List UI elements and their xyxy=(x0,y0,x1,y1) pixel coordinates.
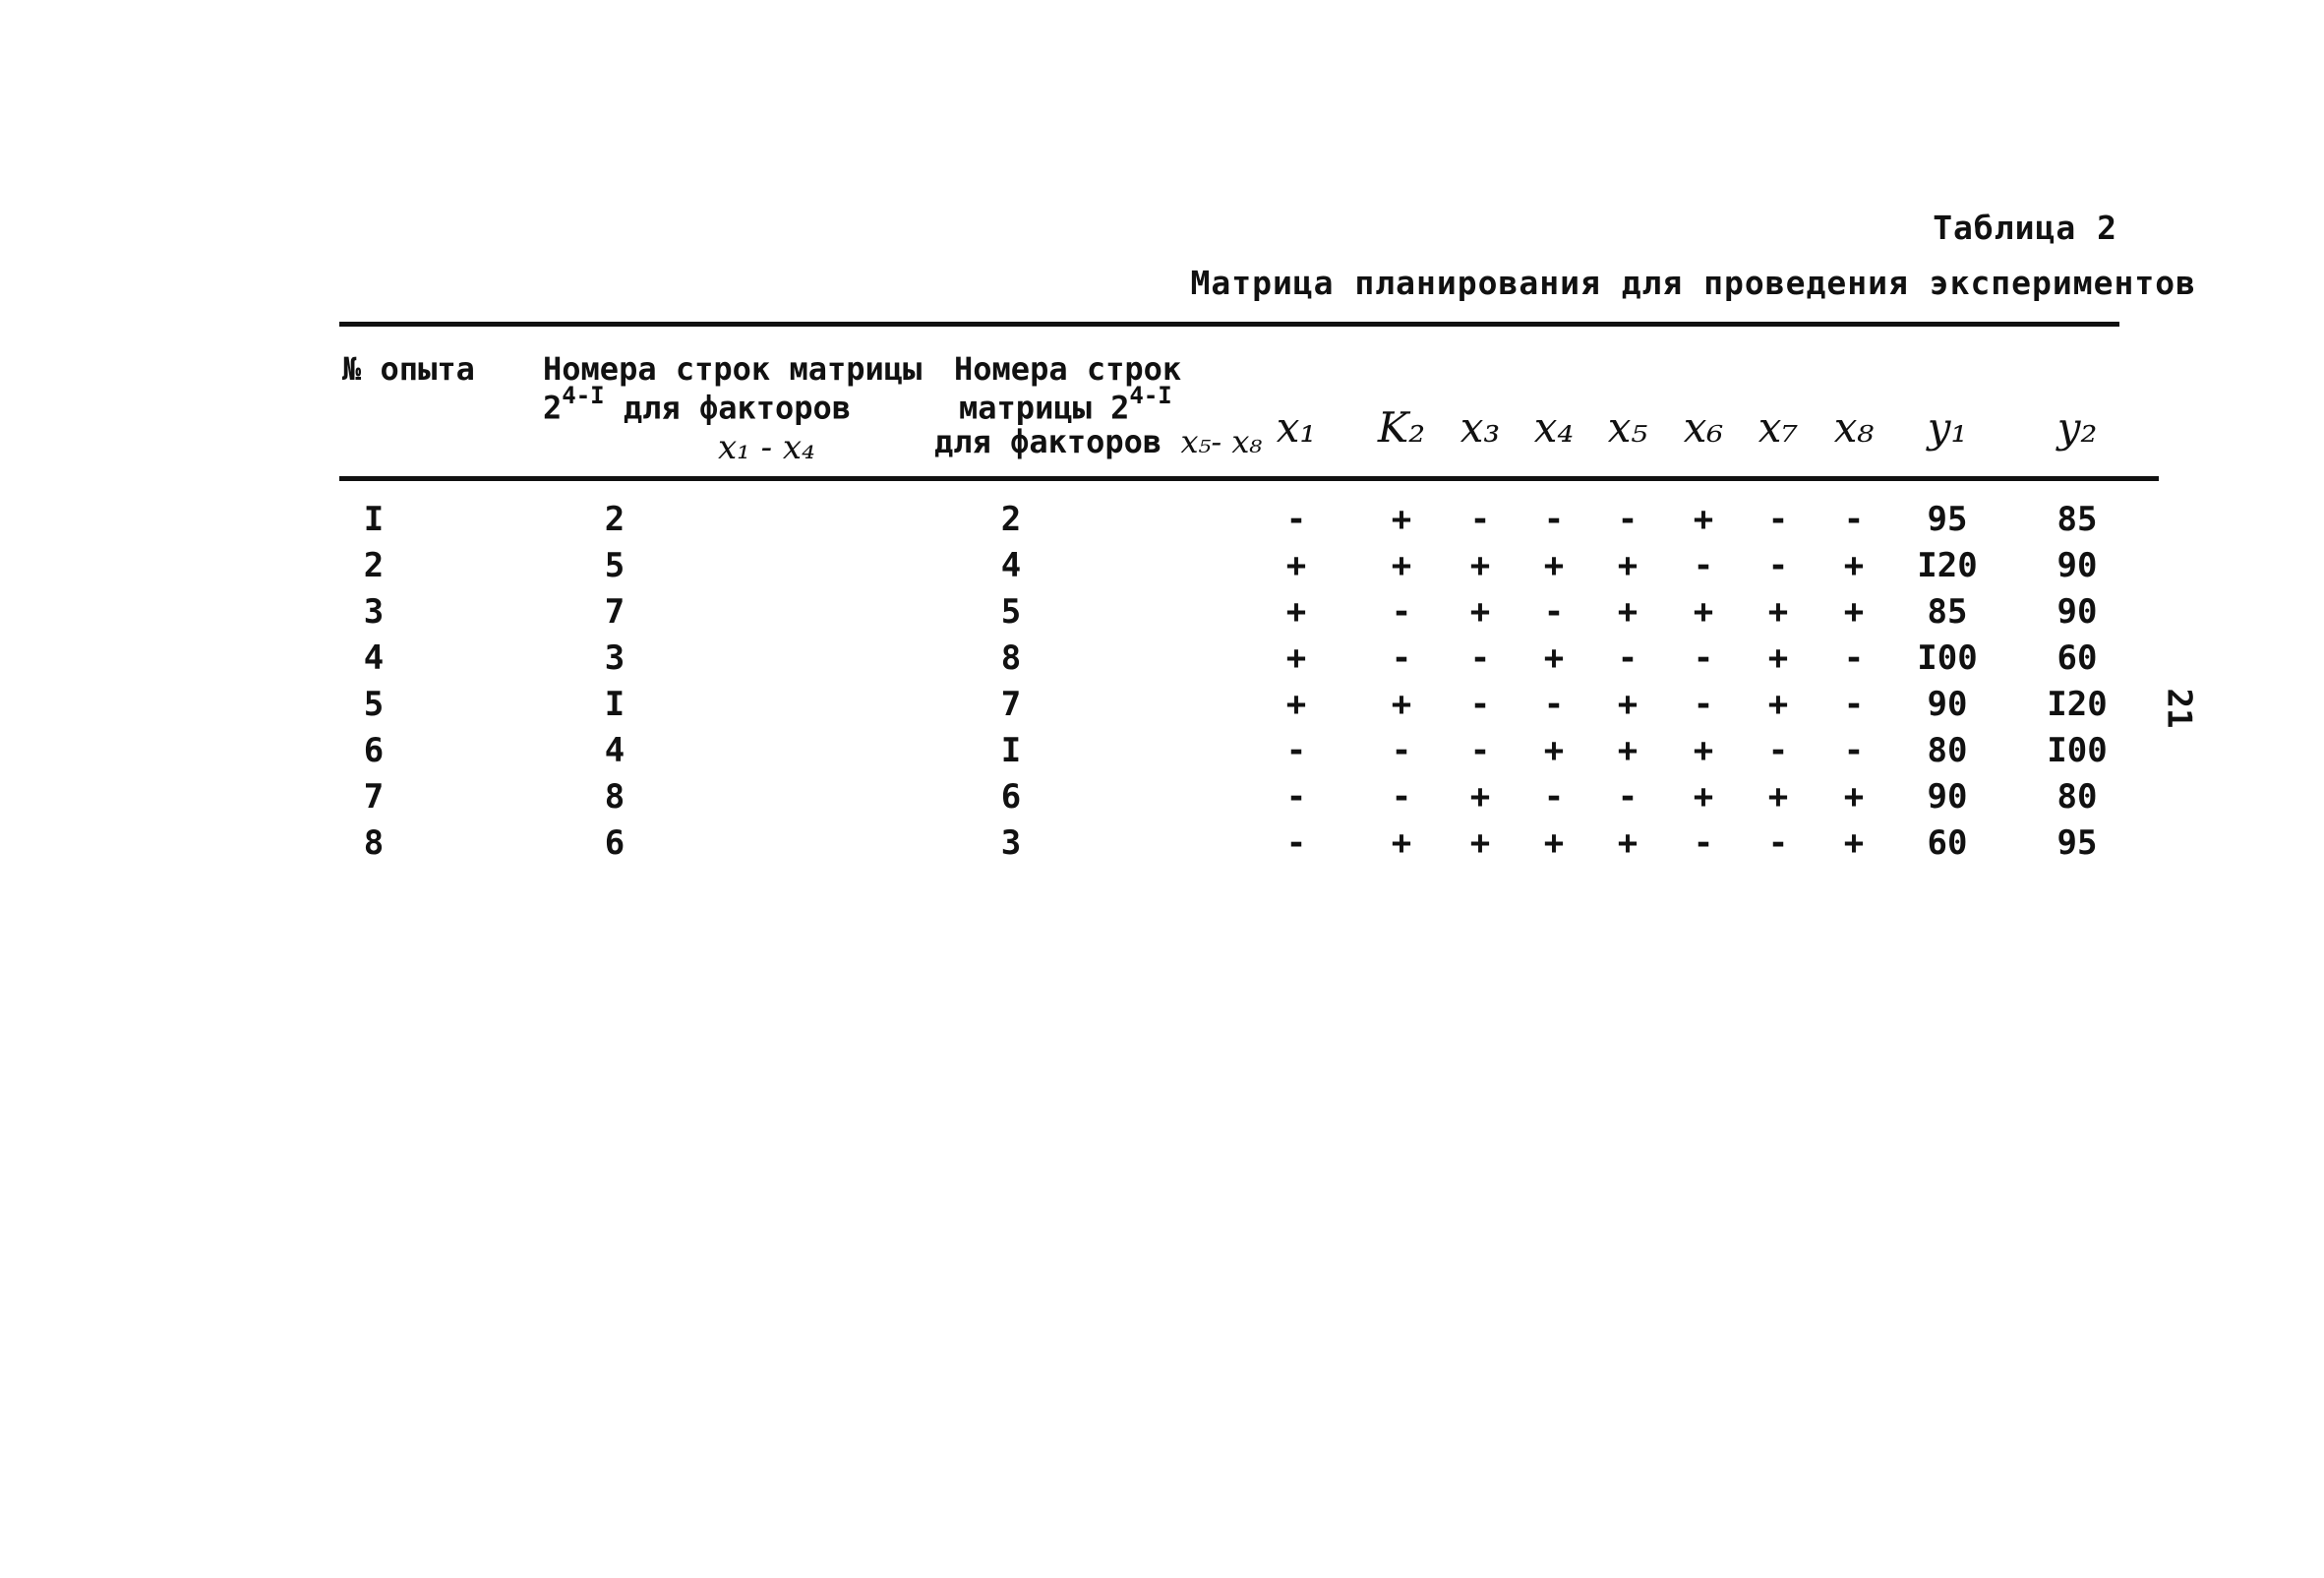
cell-sign-x7: - xyxy=(1767,731,1789,770)
table-header-rule xyxy=(339,476,2159,481)
header-rows-b-factors: x₅- x₈ xyxy=(1180,423,1263,460)
cell-y1: 85 xyxy=(1927,592,1968,632)
header-rows-b-label: для факторов xyxy=(934,423,1162,460)
cell-sign-x3: - xyxy=(1469,500,1491,539)
cell-y2: 90 xyxy=(2056,592,2098,632)
cell-sign-x3: - xyxy=(1469,685,1491,724)
cell-y1: 80 xyxy=(1927,731,1968,770)
cell-rows-a: 2 xyxy=(604,500,626,539)
cell-experiment-number: I xyxy=(363,500,385,539)
header-factor-7: x₇ xyxy=(1758,403,1799,452)
cell-sign-x5: + xyxy=(1617,685,1639,724)
header-factor-3: x₃ xyxy=(1460,403,1501,452)
cell-rows-a: 7 xyxy=(604,592,626,632)
cell-y2: I00 xyxy=(2047,731,2108,770)
cell-y2: 85 xyxy=(2056,500,2098,539)
header-rows-a-base: 2 xyxy=(543,389,563,427)
cell-rows-b: 5 xyxy=(1000,592,1022,632)
cell-sign-x5: + xyxy=(1617,546,1639,585)
cell-sign-x4: - xyxy=(1543,592,1565,632)
cell-rows-b: 4 xyxy=(1000,546,1022,585)
cell-sign-x2: - xyxy=(1391,638,1412,678)
cell-sign-x4: - xyxy=(1543,685,1565,724)
cell-experiment-number: 3 xyxy=(363,592,385,632)
cell-sign-x3: - xyxy=(1469,638,1491,678)
cell-sign-x8: + xyxy=(1843,592,1865,632)
cell-sign-x6: - xyxy=(1693,685,1714,724)
header-factor-8: x₈ xyxy=(1833,403,1875,452)
cell-sign-x1: - xyxy=(1285,823,1307,863)
cell-experiment-number: 8 xyxy=(363,823,385,863)
cell-y2: 90 xyxy=(2056,546,2098,585)
cell-sign-x2: + xyxy=(1391,685,1412,724)
cell-sign-x8: - xyxy=(1843,685,1865,724)
cell-rows-a: 3 xyxy=(604,638,626,678)
cell-sign-x1: + xyxy=(1285,685,1307,724)
cell-y2: 95 xyxy=(2056,823,2098,863)
header-rows-a-factors: x₁ - x₄ xyxy=(718,428,815,467)
cell-sign-x8: + xyxy=(1843,777,1865,817)
header-rows-b-line3 xyxy=(934,423,1262,460)
cell-sign-x8: - xyxy=(1843,638,1865,678)
cell-sign-x7: + xyxy=(1767,777,1789,817)
header-rows-b-line2 xyxy=(959,382,1172,427)
header-factor-10: y₂ xyxy=(2056,403,2098,452)
cell-y2: I20 xyxy=(2047,685,2108,724)
cell-sign-x6: + xyxy=(1693,500,1714,539)
header-rows-a-line1: Номера строк матрицы xyxy=(543,350,923,388)
cell-experiment-number: 4 xyxy=(363,638,385,678)
cell-sign-x6: + xyxy=(1693,592,1714,632)
cell-sign-x5: - xyxy=(1617,638,1639,678)
cell-sign-x3: + xyxy=(1469,823,1491,863)
cell-y1: I20 xyxy=(1917,546,1978,585)
header-factor-6: x₆ xyxy=(1683,403,1724,452)
cell-sign-x1: + xyxy=(1285,638,1307,678)
cell-sign-x2: + xyxy=(1391,823,1412,863)
header-factor-4: x₄ xyxy=(1533,403,1575,452)
cell-rows-b: 3 xyxy=(1000,823,1022,863)
cell-sign-x7: + xyxy=(1767,638,1789,678)
cell-rows-a: 5 xyxy=(604,546,626,585)
cell-sign-x2: - xyxy=(1391,777,1412,817)
cell-sign-x4: - xyxy=(1543,777,1565,817)
cell-sign-x2: - xyxy=(1391,731,1412,770)
cell-rows-b: 6 xyxy=(1000,777,1022,817)
cell-experiment-number: 2 xyxy=(363,546,385,585)
cell-sign-x1: + xyxy=(1285,546,1307,585)
cell-rows-b: 2 xyxy=(1000,500,1022,539)
header-experiment-number: № опыта xyxy=(342,350,475,388)
cell-rows-a: 6 xyxy=(604,823,626,863)
cell-y2: 80 xyxy=(2056,777,2098,817)
cell-sign-x4: + xyxy=(1543,546,1565,585)
cell-sign-x3: + xyxy=(1469,777,1491,817)
cell-y1: 95 xyxy=(1927,500,1968,539)
cell-rows-a: I xyxy=(604,685,626,724)
cell-rows-a: 8 xyxy=(604,777,626,817)
header-rows-b-text: матрицы 2 xyxy=(959,389,1130,427)
header-rows-a-exponent: 4-I xyxy=(562,382,605,409)
cell-y1: 90 xyxy=(1927,685,1968,724)
table-top-rule xyxy=(339,322,2119,327)
cell-sign-x3: + xyxy=(1469,546,1491,585)
cell-sign-x2: + xyxy=(1391,500,1412,539)
cell-sign-x7: - xyxy=(1767,546,1789,585)
cell-rows-a: 4 xyxy=(604,731,626,770)
header-rows-b-line1: Номера строк xyxy=(954,350,1182,388)
cell-sign-x1: + xyxy=(1285,592,1307,632)
cell-y1: 60 xyxy=(1927,823,1968,863)
cell-sign-x6: - xyxy=(1693,823,1714,863)
cell-sign-x3: + xyxy=(1469,592,1491,632)
cell-sign-x2: - xyxy=(1391,592,1412,632)
cell-sign-x7: + xyxy=(1767,592,1789,632)
cell-y1: I00 xyxy=(1917,638,1978,678)
cell-sign-x5: - xyxy=(1617,777,1639,817)
cell-sign-x8: - xyxy=(1843,500,1865,539)
header-factor-1: x₁ xyxy=(1276,403,1317,452)
cell-rows-b: 8 xyxy=(1000,638,1022,678)
cell-sign-x6: - xyxy=(1693,546,1714,585)
cell-sign-x2: + xyxy=(1391,546,1412,585)
cell-sign-x8: + xyxy=(1843,546,1865,585)
cell-sign-x4: + xyxy=(1543,638,1565,678)
cell-sign-x4: - xyxy=(1543,500,1565,539)
cell-y1: 90 xyxy=(1927,777,1968,817)
header-rows-a-rest: для факторов xyxy=(604,389,852,427)
table-label: Таблица 2 xyxy=(1933,209,2117,247)
cell-sign-x1: - xyxy=(1285,777,1307,817)
cell-sign-x5: + xyxy=(1617,823,1639,863)
cell-rows-b: I xyxy=(1000,731,1022,770)
header-rows-b-exponent: 4-I xyxy=(1129,382,1172,409)
cell-experiment-number: 7 xyxy=(363,777,385,817)
cell-sign-x4: + xyxy=(1543,823,1565,863)
cell-sign-x8: - xyxy=(1843,731,1865,770)
cell-sign-x7: - xyxy=(1767,823,1789,863)
cell-experiment-number: 5 xyxy=(363,685,385,724)
header-factor-2: K₂ xyxy=(1377,403,1426,452)
cell-sign-x4: + xyxy=(1543,731,1565,770)
cell-sign-x6: + xyxy=(1693,731,1714,770)
cell-rows-b: 7 xyxy=(1000,685,1022,724)
cell-sign-x6: - xyxy=(1693,638,1714,678)
cell-sign-x7: + xyxy=(1767,685,1789,724)
table-caption: Матрица планирования для проведения экспериментов xyxy=(1190,264,2196,302)
cell-sign-x1: - xyxy=(1285,500,1307,539)
cell-sign-x3: - xyxy=(1469,731,1491,770)
header-factor-9: y₁ xyxy=(1927,403,1968,452)
header-rows-a-line2 xyxy=(543,382,852,427)
cell-y2: 60 xyxy=(2056,638,2098,678)
cell-sign-x6: + xyxy=(1693,777,1714,817)
cell-sign-x5: + xyxy=(1617,731,1639,770)
cell-sign-x7: - xyxy=(1767,500,1789,539)
cell-experiment-number: 6 xyxy=(363,731,385,770)
header-factor-5: x₅ xyxy=(1607,403,1648,452)
page-number: 21 xyxy=(2159,688,2199,729)
cell-sign-x8: + xyxy=(1843,823,1865,863)
cell-sign-x1: - xyxy=(1285,731,1307,770)
cell-sign-x5: - xyxy=(1617,500,1639,539)
cell-sign-x5: + xyxy=(1617,592,1639,632)
